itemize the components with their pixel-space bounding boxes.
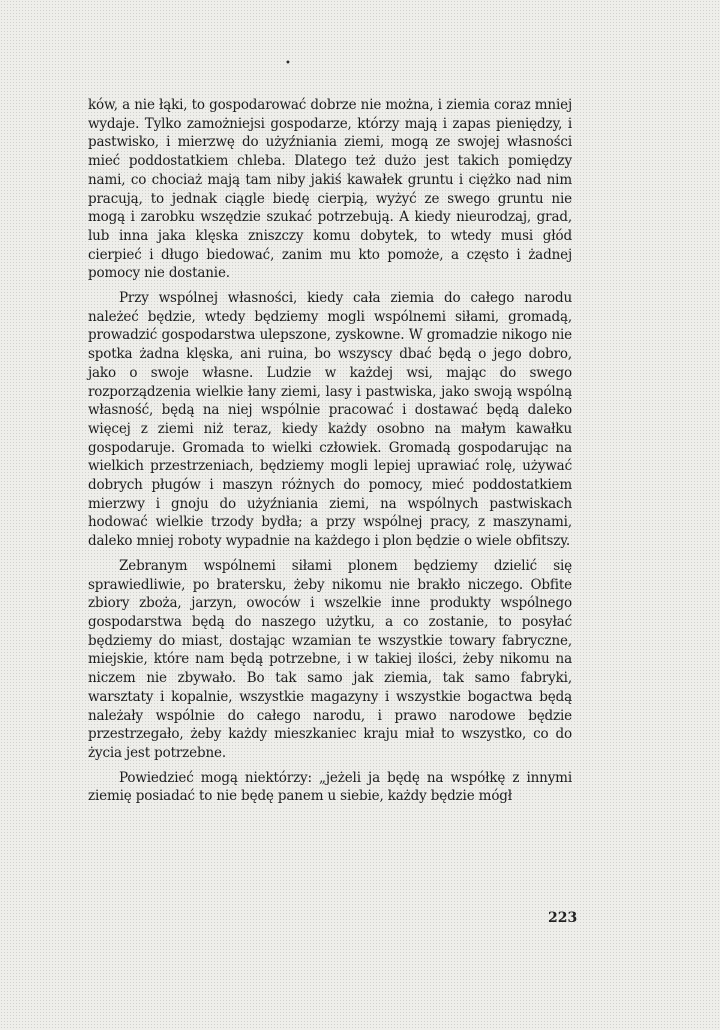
paragraph-4: Powiedzieć mogą niektórzy: „jeżeli ja będę na współkę z innymi ziemię posiadać to nie będę panem u siebie, każdy będzie mógł — [88, 769, 572, 805]
page-number: 223 — [548, 910, 578, 926]
paragraph-3: Zebranym wspólnemi siłami plonem będziemy dzielić się sprawiedliwie, po bratersku, żeby nikomu nie brakło niczego. Obfite zbiory zboża, jarzyn, owoców i wszelkie inne produkty wspólnego gospodarstwa będą do naszego użytku, a co zostanie, to posyłać będziemy do miast, dostając wzamian te wszystkie towary fabryczne, miejskie, które nam będą potrzebne, i w takiej ilości, żeby nikomu na niczem nie zbywało. Bo tak samo jak ziemia, tak samo fabryki, warsztaty i kopalnie, wszystkie magazyny i wszystkie bogactwa będą należały wspólnie do całego narodu, i prawo narodowe będzie przestrzegało, żeby każdy mieszkaniec kraju miał to wszystko, co do życia jest potrzebne. — [88, 557, 572, 761]
body-text — [88, 96, 572, 812]
paragraph-2: Przy wspólnej własności, kiedy cała ziemia do całego narodu należeć będzie, wtedy będziemy mogli wspólnemi siłami, gromadą, prowadzić gospodarstwa ulepszone, zyskowne. W gromadzie nikogo nie spotka żadna klęska, ani ruina, bo wszyscy dbać będą o jego dobro, jako o swoje własne. Ludzie w każdej wsi, mając do swego rozporządzenia wielkie łany ziemi, lasy i pastwiska, jako swoją wspólną własność, będą na niej wspólnie pracować i dostawać będą daleko więcej z ziemi niż teraz, kiedy każdy osobno na małym kawałku gospodaruje. Gromada to wielki człowiek. Gromadą gospodarując na wielkich przestrzeniach, będziemy mogli lepiej uprawiać rolę, używać dobrych pługów i maszyn różnych do pomocy, mieć poddostatkiem mierzwy i gnoju do użyźniania ziemi, na wspólnych pastwiskach hodować wielkie trzody bydła; a przy wspólnej pracy, z maszynami, daleko mniej roboty wypadnie na każdego i plon będzie o wiele obfitszy. — [88, 290, 572, 550]
ornament-dot: • — [285, 58, 291, 69]
paragraph-1: ków, a nie łąki, to gospodarować dobrze nie można, i ziemia coraz mniej wydaje. Tylko zamożniejsi gospodarze, którzy mają i zapas pieniędzy, i pastwisko, i mierzwę do użyźniania ziemi, mogą ze swojej własności mieć poddostatkiem chleba. Dlatego też dużo jest takich pomiędzy nami, co chociaż mają tam niby jakiś kawałek gruntu i ciężko nad nim pracują, to jednak ciągle biedę cierpią, wyżyć ze swego gruntu nie mogą i zarobku wszędzie szukać potrzebują. A kiedy nieurodzaj, grad, lub inna jaka klęska zniszczy komu dobytek, to wtedy musi głód cierpieć i długo biedować, zanim mu kto pomoże, a często i żadnej pomocy nie dostanie. — [88, 97, 572, 282]
